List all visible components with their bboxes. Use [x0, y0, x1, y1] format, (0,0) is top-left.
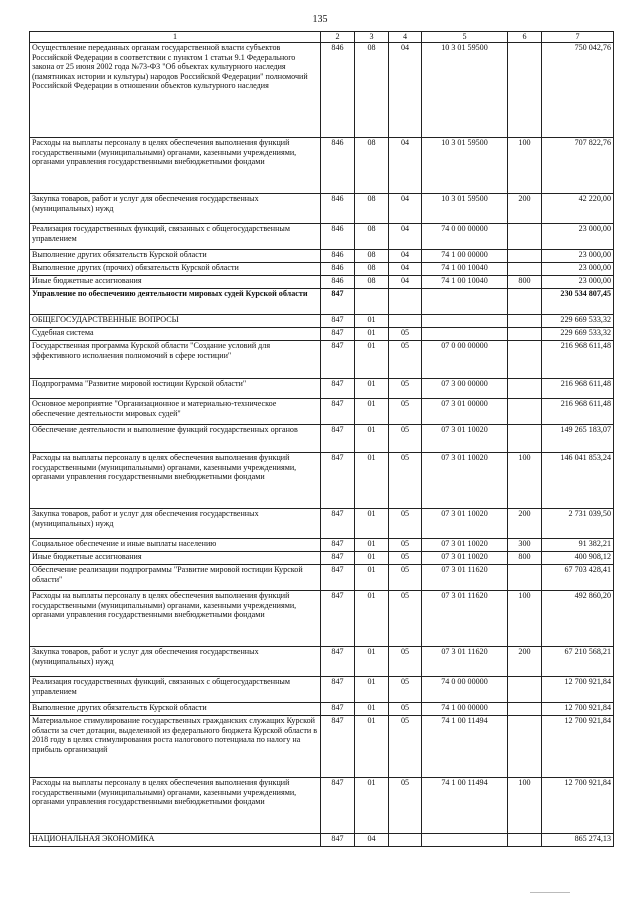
target-article-code: 07 3 01 10020	[422, 552, 508, 565]
column-header: 2	[321, 32, 355, 43]
target-article-code	[422, 834, 508, 847]
ministry-code: 846	[321, 276, 355, 289]
table-row	[30, 43, 614, 138]
section-code: 08	[355, 276, 389, 289]
row-name: Реализация государственных функций, связанных с общегосударственным управлением	[30, 677, 321, 703]
section-code: 01	[355, 647, 389, 677]
target-article-code: 10 3 01 59500	[422, 194, 508, 224]
target-article-code: 74 1 00 11494	[422, 778, 508, 834]
row-name: Подпрограмма "Развитие мировой юстиции Курской области"	[30, 379, 321, 399]
row-name: Судебная система	[30, 328, 321, 341]
target-article-code: 07 3 01 10020	[422, 509, 508, 539]
subsection-code: 04	[389, 138, 422, 194]
budget-table	[29, 31, 614, 847]
row-name: Закупка товаров, работ и услуг для обеспечения государственных (муниципальных) нужд	[30, 194, 321, 224]
table-row	[30, 399, 614, 425]
amount: 229 669 533,32	[542, 315, 614, 328]
expense-type-code: 300	[508, 539, 542, 552]
expense-type-code: 100	[508, 591, 542, 647]
subsection-code: 05	[389, 425, 422, 453]
ministry-code: 847	[321, 289, 355, 315]
expense-type-code	[508, 834, 542, 847]
target-article-code: 74 1 00 11494	[422, 716, 508, 778]
ministry-code: 847	[321, 778, 355, 834]
expense-type-code: 200	[508, 647, 542, 677]
row-name: Основное мероприятие "Организационное и материально-техническое обеспечение деятельности мировых судей"	[30, 399, 321, 425]
section-code: 04	[355, 834, 389, 847]
table-row	[30, 224, 614, 250]
row-name: НАЦИОНАЛЬНАЯ ЭКОНОМИКА	[30, 834, 321, 847]
ministry-code: 846	[321, 224, 355, 250]
ministry-code: 847	[321, 565, 355, 591]
amount: 42 220,00	[542, 194, 614, 224]
expense-type-code	[508, 43, 542, 138]
expense-type-code	[508, 328, 542, 341]
subsection-code: 04	[389, 263, 422, 276]
amount: 750 042,76	[542, 43, 614, 138]
amount: 12 700 921,84	[542, 778, 614, 834]
row-name: Выполнение других (прочих) обязательств Курской области	[30, 263, 321, 276]
section-code: 01	[355, 565, 389, 591]
subsection-code: 05	[389, 591, 422, 647]
row-name: Управление по обеспечению деятельности мировых судей Курской области	[30, 289, 321, 315]
table-row	[30, 834, 614, 847]
section-code: 08	[355, 250, 389, 263]
subsection-code: 04	[389, 250, 422, 263]
subsection-code: 05	[389, 341, 422, 379]
section-code: 08	[355, 263, 389, 276]
row-name: Расходы на выплаты персоналу в целях обеспечения выполнения функций государственными (муниципальными) органами, казенными учреждениями, органами управления государственными внебюджетными фондами	[30, 453, 321, 509]
subsection-code	[389, 315, 422, 328]
expense-type-code	[508, 716, 542, 778]
column-header: 5	[422, 32, 508, 43]
amount: 216 968 611,48	[542, 399, 614, 425]
row-name: Государственная программа Курской области "Создание условий для эффективного исполнения полномочий в сфере юстиции"	[30, 341, 321, 379]
expense-type-code	[508, 315, 542, 328]
table-row	[30, 379, 614, 399]
section-code: 01	[355, 703, 389, 716]
amount: 12 700 921,84	[542, 703, 614, 716]
amount: 23 000,00	[542, 263, 614, 276]
section-code: 01	[355, 677, 389, 703]
subsection-code: 05	[389, 565, 422, 591]
table-row	[30, 778, 614, 834]
section-code: 08	[355, 138, 389, 194]
table-row	[30, 591, 614, 647]
section-code: 01	[355, 539, 389, 552]
table-row	[30, 716, 614, 778]
amount: 865 274,13	[542, 834, 614, 847]
page-number: 135	[312, 14, 328, 25]
amount: 23 000,00	[542, 224, 614, 250]
subsection-code: 05	[389, 647, 422, 677]
target-article-code: 74 1 00 10040	[422, 263, 508, 276]
ministry-code: 847	[321, 453, 355, 509]
expense-type-code: 200	[508, 194, 542, 224]
expense-type-code	[508, 250, 542, 263]
expense-type-code	[508, 565, 542, 591]
subsection-code: 05	[389, 677, 422, 703]
section-code: 08	[355, 43, 389, 138]
expense-type-code	[508, 341, 542, 379]
subsection-code	[389, 289, 422, 315]
target-article-code: 10 3 01 59500	[422, 43, 508, 138]
target-article-code: 10 3 01 59500	[422, 138, 508, 194]
table-row	[30, 539, 614, 552]
section-code: 08	[355, 224, 389, 250]
table-row	[30, 194, 614, 224]
subsection-code: 05	[389, 453, 422, 509]
table-row	[30, 263, 614, 276]
table-row	[30, 276, 614, 289]
target-article-code	[422, 328, 508, 341]
expense-type-code	[508, 703, 542, 716]
amount: 216 968 611,48	[542, 379, 614, 399]
target-article-code: 74 1 00 00000	[422, 250, 508, 263]
column-header: 7	[542, 32, 614, 43]
ministry-code: 847	[321, 647, 355, 677]
column-header: 3	[355, 32, 389, 43]
expense-type-code	[508, 399, 542, 425]
row-name: Иные бюджетные ассигнования	[30, 552, 321, 565]
target-article-code: 74 1 00 00000	[422, 703, 508, 716]
subsection-code: 05	[389, 328, 422, 341]
ministry-code: 846	[321, 138, 355, 194]
row-name: ОБЩЕГОСУДАРСТВЕННЫЕ ВОПРОСЫ	[30, 315, 321, 328]
amount: 2 731 039,50	[542, 509, 614, 539]
amount: 12 700 921,84	[542, 677, 614, 703]
expense-type-code: 200	[508, 509, 542, 539]
expense-type-code: 100	[508, 778, 542, 834]
column-number-row	[30, 32, 614, 43]
scan-artifact	[530, 892, 570, 893]
section-code: 01	[355, 341, 389, 379]
ministry-code: 846	[321, 194, 355, 224]
subsection-code: 05	[389, 539, 422, 552]
table-row	[30, 328, 614, 341]
subsection-code: 05	[389, 716, 422, 778]
row-name: Закупка товаров, работ и услуг для обеспечения государственных (муниципальных) нужд	[30, 509, 321, 539]
ministry-code: 846	[321, 263, 355, 276]
row-name: Расходы на выплаты персоналу в целях обеспечения выполнения функций государственными (муниципальными) органами, казенными учреждениями, органами управления государственными внебюджетными фондами	[30, 778, 321, 834]
subsection-code: 04	[389, 224, 422, 250]
section-code: 01	[355, 716, 389, 778]
amount: 146 041 853,24	[542, 453, 614, 509]
target-article-code	[422, 289, 508, 315]
ministry-code: 847	[321, 552, 355, 565]
section-code	[355, 289, 389, 315]
expense-type-code: 800	[508, 552, 542, 565]
row-name: Реализация государственных функций, связанных с общегосударственным управлением	[30, 224, 321, 250]
subsection-code: 05	[389, 552, 422, 565]
ministry-code: 847	[321, 379, 355, 399]
ministry-code: 847	[321, 716, 355, 778]
target-article-code: 74 0 00 00000	[422, 677, 508, 703]
table-row	[30, 425, 614, 453]
target-article-code: 07 3 01 11620	[422, 591, 508, 647]
table-row	[30, 509, 614, 539]
expense-type-code	[508, 224, 542, 250]
subsection-code	[389, 834, 422, 847]
row-name: Расходы на выплаты персоналу в целях обеспечения выполнения функций государственными (муниципальными) органами, казенными учреждениями, органами управления государственными внебюджетными фондами	[30, 591, 321, 647]
section-code: 08	[355, 194, 389, 224]
section-code: 01	[355, 552, 389, 565]
target-article-code: 74 1 00 10040	[422, 276, 508, 289]
expense-type-code: 100	[508, 453, 542, 509]
amount: 23 000,00	[542, 276, 614, 289]
amount: 67 210 568,21	[542, 647, 614, 677]
expense-type-code: 100	[508, 138, 542, 194]
target-article-code: 07 3 01 10020	[422, 453, 508, 509]
table-row	[30, 341, 614, 379]
table-row	[30, 565, 614, 591]
subsection-code: 04	[389, 194, 422, 224]
section-code: 01	[355, 328, 389, 341]
row-name: Осуществление переданных органам государственной власти субъектов Российской Федерации в соответствии с пунктом 1 статьи 9.1 Федерального закона от 25 июня 2002 года №73-ФЗ "Об объектах культурного наследия (памятниках истории и культуры) народов Российской Федерации" полномочий Российской Федерации в отношении объектов культурного наследия	[30, 43, 321, 138]
ministry-code: 847	[321, 425, 355, 453]
row-name: Закупка товаров, работ и услуг для обеспечения государственных (муниципальных) нужд	[30, 647, 321, 677]
target-article-code: 07 3 01 11620	[422, 647, 508, 677]
row-name: Расходы на выплаты персоналу в целях обеспечения выполнения функций государственными (муниципальными) органами, казенными учреждениями, органами управления государственными внебюджетными фондами	[30, 138, 321, 194]
subsection-code: 05	[389, 399, 422, 425]
expense-type-code	[508, 379, 542, 399]
table-body	[30, 43, 614, 847]
subsection-code: 05	[389, 778, 422, 834]
amount: 229 669 533,32	[542, 328, 614, 341]
section-code: 01	[355, 399, 389, 425]
ministry-code: 846	[321, 250, 355, 263]
section-code: 01	[355, 315, 389, 328]
target-article-code: 07 0 00 00000	[422, 341, 508, 379]
amount: 707 822,76	[542, 138, 614, 194]
subsection-code: 04	[389, 276, 422, 289]
ministry-code: 847	[321, 328, 355, 341]
target-article-code: 74 0 00 00000	[422, 224, 508, 250]
ministry-code: 847	[321, 703, 355, 716]
expense-type-code	[508, 289, 542, 315]
table-row	[30, 453, 614, 509]
amount: 216 968 611,48	[542, 341, 614, 379]
amount: 230 534 807,45	[542, 289, 614, 315]
section-code: 01	[355, 425, 389, 453]
section-code: 01	[355, 453, 389, 509]
ministry-code: 847	[321, 509, 355, 539]
ministry-code: 847	[321, 834, 355, 847]
expense-type-code	[508, 263, 542, 276]
target-article-code: 07 3 00 00000	[422, 379, 508, 399]
row-name: Социальное обеспечение и иные выплаты населению	[30, 539, 321, 552]
table-row	[30, 138, 614, 194]
target-article-code: 07 3 01 11620	[422, 565, 508, 591]
table-row	[30, 289, 614, 315]
column-header: 4	[389, 32, 422, 43]
section-code: 01	[355, 379, 389, 399]
table-row	[30, 315, 614, 328]
expense-type-code: 800	[508, 276, 542, 289]
row-name: Иные бюджетные ассигнования	[30, 276, 321, 289]
section-code: 01	[355, 778, 389, 834]
subsection-code: 05	[389, 509, 422, 539]
ministry-code: 847	[321, 315, 355, 328]
row-name: Обеспечение деятельности и выполнение функций государственных органов	[30, 425, 321, 453]
target-article-code: 07 3 01 10020	[422, 425, 508, 453]
ministry-code: 847	[321, 539, 355, 552]
section-code: 01	[355, 591, 389, 647]
row-name: Материальное стимулирование государственных гражданских служащих Курской области за счет дотации, выделенной из федерального бюджета Курской области в 2018 году в целях стимулирования роста налогового потенциала по налогу на прибыль организаций	[30, 716, 321, 778]
ministry-code: 846	[321, 43, 355, 138]
amount: 492 860,20	[542, 591, 614, 647]
amount: 400 908,12	[542, 552, 614, 565]
ministry-code: 847	[321, 677, 355, 703]
amount: 12 700 921,84	[542, 716, 614, 778]
amount: 149 265 183,07	[542, 425, 614, 453]
expense-type-code	[508, 425, 542, 453]
table-row	[30, 677, 614, 703]
column-header: 1	[30, 32, 321, 43]
row-name: Обеспечение реализации подпрограммы "Развитие мировой юстиции Курской области"	[30, 565, 321, 591]
subsection-code: 05	[389, 379, 422, 399]
ministry-code: 847	[321, 591, 355, 647]
ministry-code: 847	[321, 399, 355, 425]
target-article-code: 07 3 01 10020	[422, 539, 508, 552]
row-name: Выполнение других обязательств Курской области	[30, 703, 321, 716]
subsection-code: 04	[389, 43, 422, 138]
table-row	[30, 552, 614, 565]
row-name: Выполнение других обязательств Курской области	[30, 250, 321, 263]
table-row	[30, 703, 614, 716]
subsection-code: 05	[389, 703, 422, 716]
target-article-code: 07 3 01 00000	[422, 399, 508, 425]
column-header: 6	[508, 32, 542, 43]
target-article-code	[422, 315, 508, 328]
table-row	[30, 647, 614, 677]
table-row	[30, 250, 614, 263]
expense-type-code	[508, 677, 542, 703]
section-code: 01	[355, 509, 389, 539]
amount: 23 000,00	[542, 250, 614, 263]
ministry-code: 847	[321, 341, 355, 379]
amount: 67 703 428,41	[542, 565, 614, 591]
amount: 91 382,21	[542, 539, 614, 552]
